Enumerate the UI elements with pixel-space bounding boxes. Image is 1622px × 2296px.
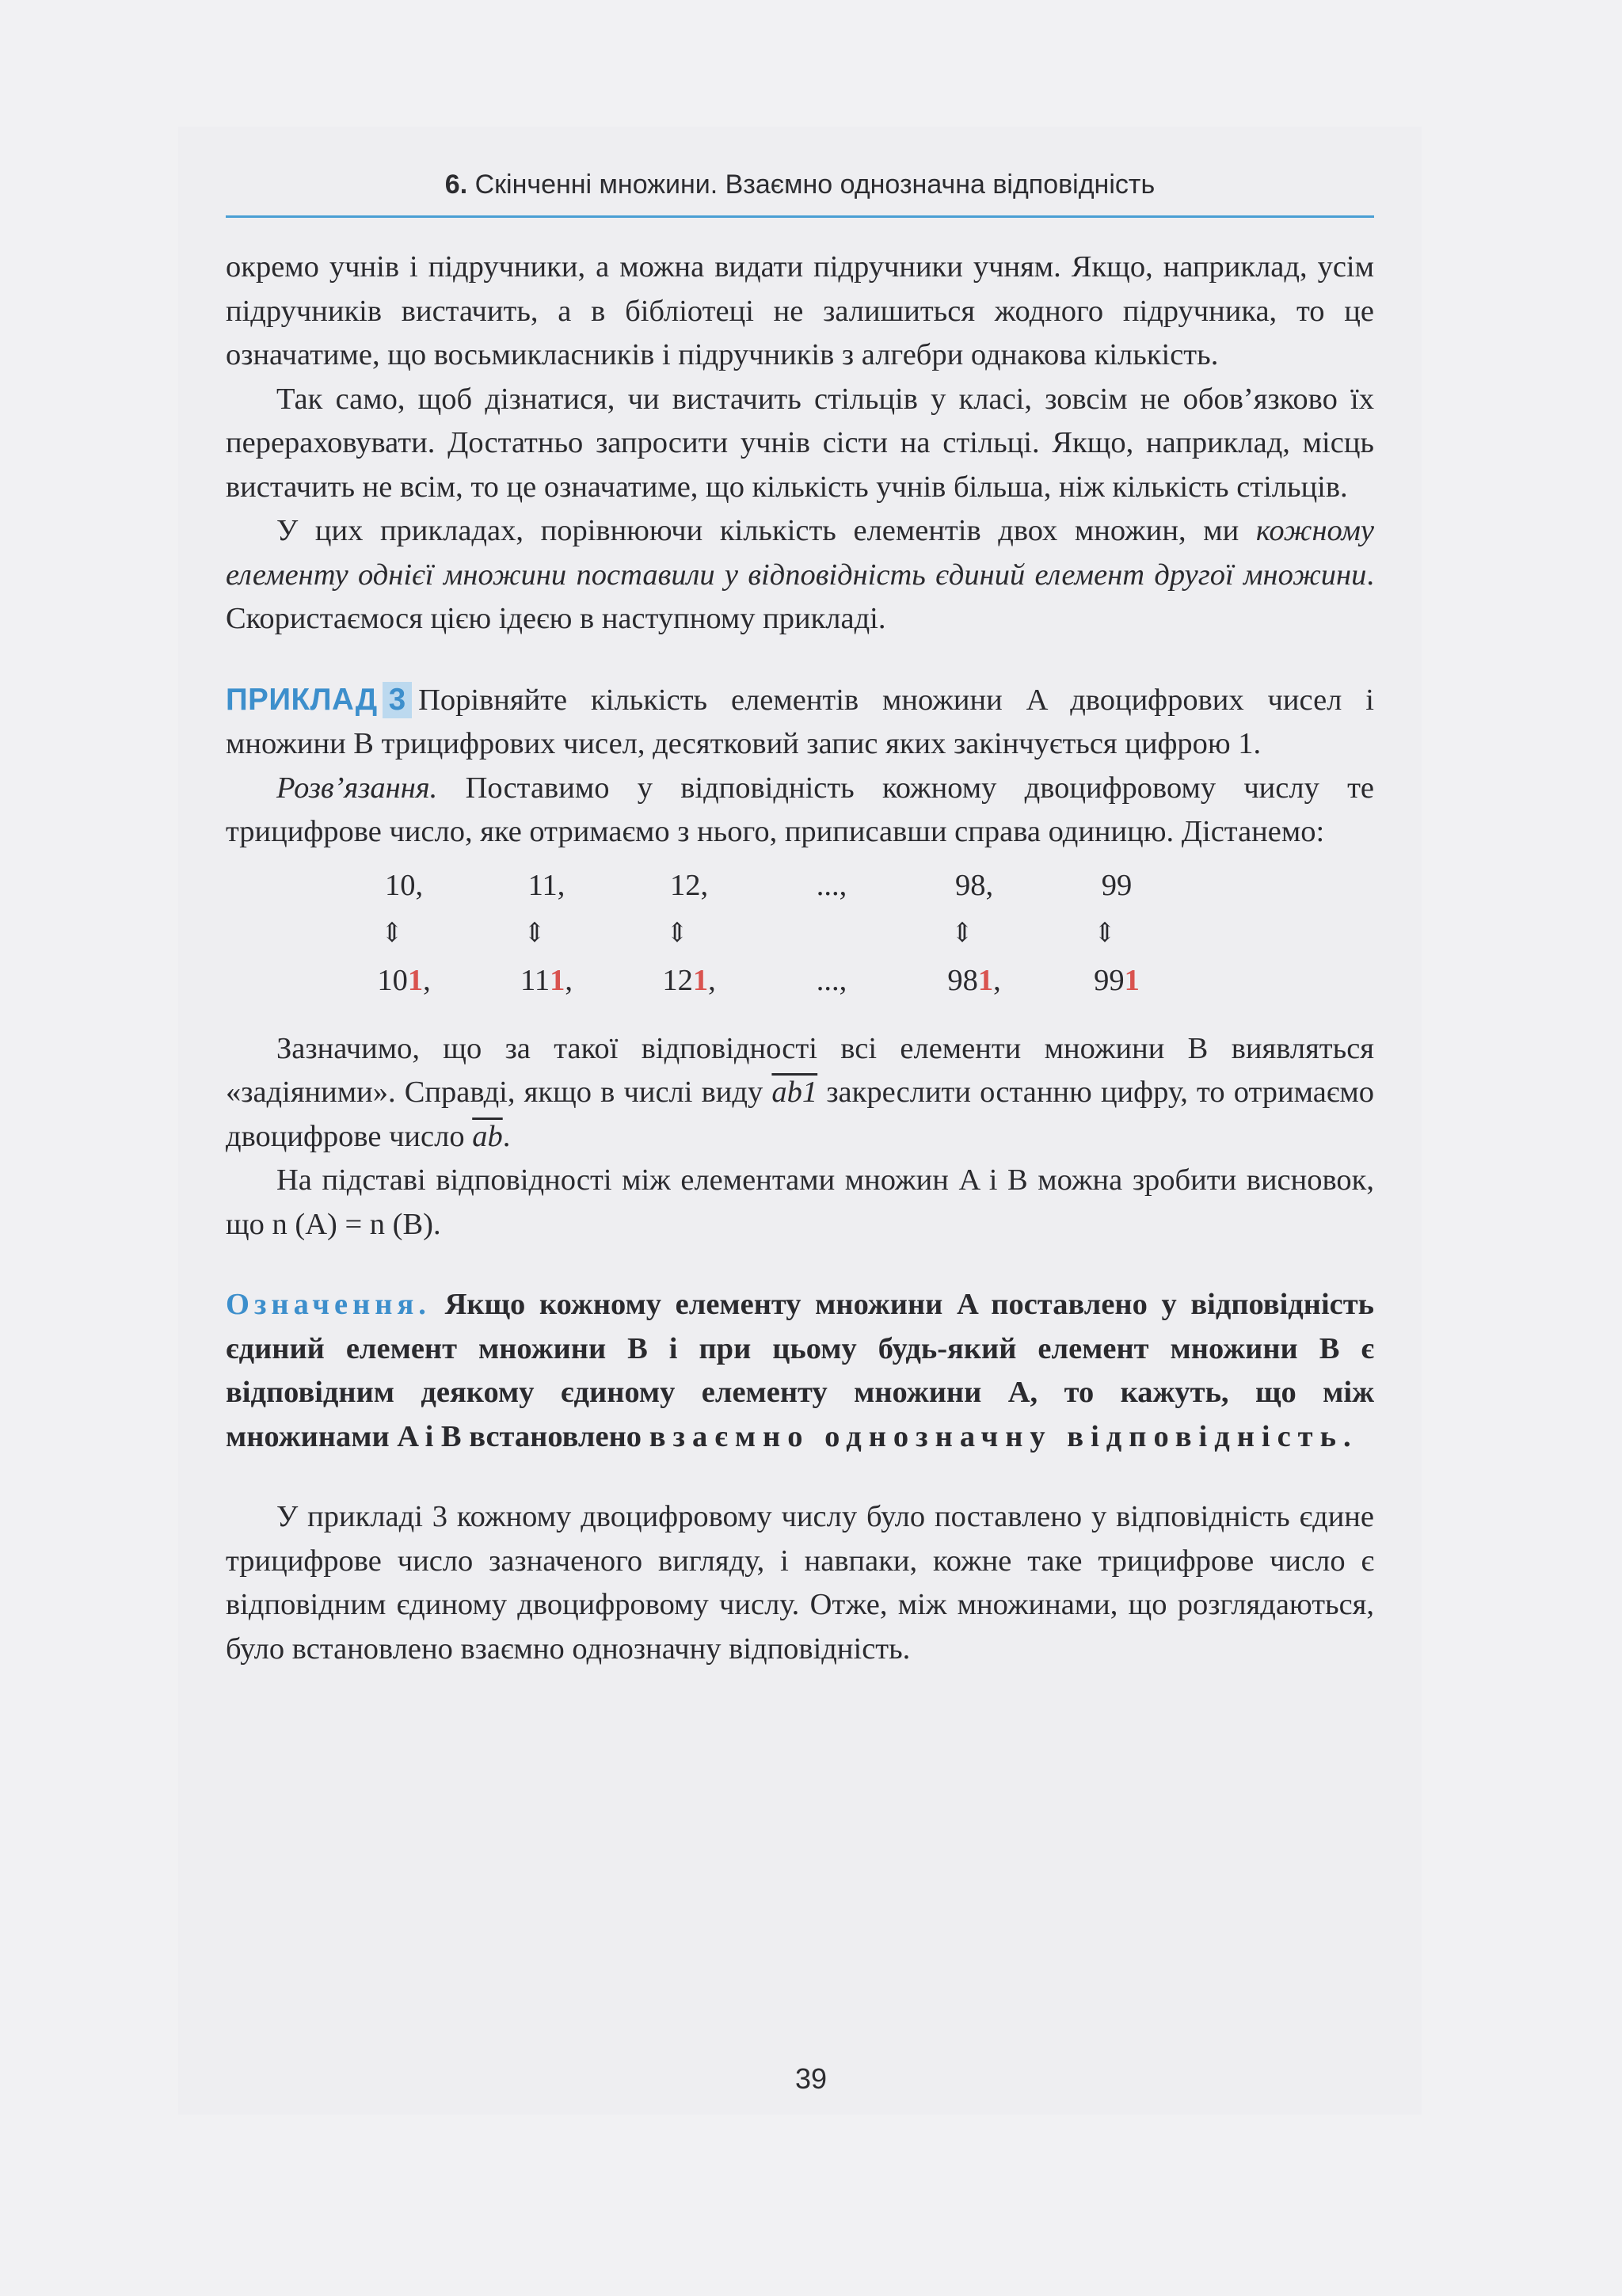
bottom-ellipsis: ...,	[816, 963, 847, 997]
definition-text: Якщо кожному елементу множини A поставлено у відповідність єдиний елемент множини B і при цьому будь-який елемент множини B є відповідним деякому єдиному елементу множини A, то кажуть, що між множинами A і B встановлено	[226, 1288, 1374, 1453]
double-arrow-icon: ⇕	[1093, 918, 1117, 948]
paragraph-4	[226, 1027, 1374, 1159]
example-label: ПРИКЛАД	[226, 682, 378, 717]
paragraph-4-end: .	[502, 1119, 511, 1153]
paragraph-3-end: . Скористаємося цією ідеєю в наступному прикладі.	[226, 558, 1374, 635]
paragraph-4-middle: закреслити останню цифру, то отримаємо двоцифрове число	[226, 1076, 1374, 1153]
top-number: 11,	[527, 868, 565, 902]
top-ellipsis: ...,	[816, 868, 847, 902]
running-header	[226, 169, 1374, 211]
correspondence-diagram	[226, 864, 1374, 1015]
closing-paragraph: У прикладі 3 кожному двоцифровому числу було поставлено у відповідність єдине трицифрове число зазначеного вигляду, і навпаки, кожне таке трицифрове число є відповідним єдиному двоцифровому числу. Отже, між множинами, що розглядаються, було встановлено взаємно однозначну відповідність.	[226, 1500, 1374, 1666]
example-number: 3	[383, 682, 412, 718]
definition	[226, 1283, 1374, 1459]
definition-term: взаємно однозначну відповідність.	[649, 1419, 1358, 1453]
overlined-number: $\overline{ab}$	[472, 1119, 503, 1153]
paragraph-4-start: Зазначимо, що за такої відповідності всі елементи множини B виявляться «задіяними». Справді, якщо в числі виду	[226, 1031, 1374, 1109]
paragraph-3	[226, 509, 1374, 642]
solution-text: Поставимо у відповідність кожному двоцифровому числу те трицифрове число, яке отримаємо з нього, приписавши справа одиницю. Дістанемо:	[226, 771, 1374, 848]
solution-label: Розв’язання.	[276, 771, 438, 805]
definition-label: Означення.	[226, 1288, 431, 1321]
solution-paragraph	[226, 767, 1374, 855]
bottom-number: 991	[1094, 963, 1140, 997]
paragraph-3-emphasis: кожному елементу однієї множини поставили у відповідність єдиний елемент другої множини	[226, 514, 1374, 592]
bottom-number: 101,	[377, 963, 431, 997]
paragraph-1: окремо учнів і підручники, а можна видати підручники учням. Якщо, наприклад, усім підручників вистачить, а в бібліотеці не залишиться жодного підручника, то це означатиме, що восьмикласників і підручників з алгебри однакова кількість.	[226, 250, 1374, 371]
page-body	[226, 246, 1374, 1671]
bottom-number: 981,	[947, 963, 1001, 997]
paragraph-3-start: У цих прикладах, порівнюючи кількість елементів двох множин, ми	[276, 514, 1256, 547]
overlined-number: ab1	[771, 1076, 818, 1109]
bottom-number: 121,	[662, 963, 716, 997]
top-number: 10,	[384, 868, 424, 902]
header-rule	[226, 215, 1374, 218]
bottom-number: 111,	[520, 963, 573, 997]
top-number: 12,	[669, 868, 709, 902]
section-title: Скінченні множини. Взаємно однозначна відповідність	[474, 169, 1156, 200]
paragraph-5: На підставі відповідності між елементами множин A і B можна зробити висновок, що n (A) = n (B).	[226, 1163, 1374, 1241]
double-arrow-icon: ⇕	[950, 918, 974, 948]
top-number: 99	[1101, 868, 1133, 902]
double-arrow-icon: ⇕	[665, 918, 689, 948]
example-text: Порівняйте кількість елементів множини A двоцифрових чисел і множини B трицифрових чисел, десятковий запис яких закінчується цифрою 1.	[226, 683, 1374, 760]
top-number: 98,	[954, 868, 994, 902]
double-arrow-icon: ⇕	[380, 918, 404, 948]
paragraph-2: Так само, щоб дізнатися, чи вистачить стільців у класі, зовсім не обов’язково їх перераховувати. Достатньо запросити учнів сісти на стільці. Якщо, наприклад, місць вистачить не всім, то це означатиме, що кількість учнів більша, ніж кількість стільців.	[226, 382, 1374, 504]
section-number: 6.	[444, 169, 468, 200]
example-statement	[226, 678, 1374, 767]
double-arrow-icon: ⇕	[523, 918, 546, 948]
page-number: 39	[794, 2062, 828, 2095]
